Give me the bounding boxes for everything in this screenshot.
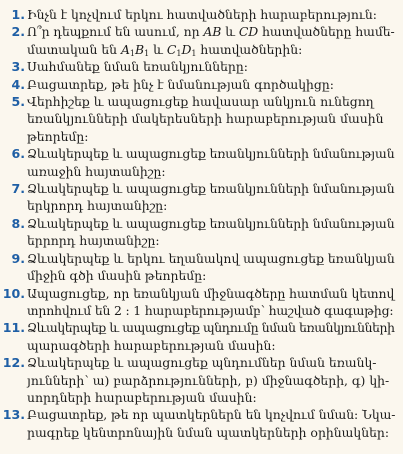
question-text: րագրեք կենտրոնային նման պատկերների օրինակներ: xyxy=(27,424,390,440)
question-text-line xyxy=(27,76,395,93)
question-text: Ձևակերպեք և ապացուցեք եռանկյունների նմանության xyxy=(27,215,395,231)
math-subscript: 1 xyxy=(176,48,182,58)
question-item xyxy=(2,285,395,320)
question-text: Ապացուցեք, որ եռանկյան միջնագծերը հատման կետով xyxy=(27,285,395,301)
question-text-line xyxy=(27,215,395,232)
question-text-line xyxy=(27,163,395,180)
question-text-line xyxy=(27,93,395,110)
question-text: առաջին հայտանիշը: xyxy=(27,163,166,179)
question-item xyxy=(5,180,395,215)
question-item xyxy=(5,215,395,250)
question-number: 6. xyxy=(11,146,25,162)
question-text-line xyxy=(27,406,395,423)
question-number: 1. xyxy=(11,7,25,22)
question-text-line xyxy=(27,302,395,319)
question-text-line xyxy=(27,389,395,406)
question-text-line xyxy=(27,232,395,249)
question-item xyxy=(5,58,395,75)
question-item xyxy=(5,76,395,93)
math-symbol: AB xyxy=(203,24,222,40)
question-item xyxy=(5,6,395,23)
math-symbol: C xyxy=(166,41,177,57)
math-subscript: 1 xyxy=(191,48,197,58)
question-text: երրորդ հայտանիշը: xyxy=(27,233,160,249)
question-number: 11. xyxy=(2,320,25,336)
question-text-line xyxy=(27,23,395,40)
question-text-line xyxy=(27,267,395,284)
question-item xyxy=(2,354,395,406)
question-text-line xyxy=(27,197,395,214)
question-text-line xyxy=(27,250,395,267)
question-item xyxy=(5,250,395,285)
question-number: 3. xyxy=(11,59,25,75)
question-number: 7. xyxy=(11,181,25,197)
question-text: յունների՝ ա) բարձրությունների, բ) միջնագծերի, գ) կի- xyxy=(27,372,390,388)
math-symbol: B xyxy=(135,41,145,57)
question-text: հատվածներին: xyxy=(196,41,303,57)
question-text-line xyxy=(27,6,395,23)
question-text: Ինչն է կոչվում երկու հատվածների հարաբերություն: xyxy=(27,7,377,22)
question-text-line xyxy=(27,337,395,354)
question-text-line xyxy=(27,319,395,336)
question-text-line xyxy=(27,424,395,441)
question-item xyxy=(5,23,395,58)
question-text: թեորեմը: xyxy=(27,128,89,144)
question-item xyxy=(2,319,395,354)
question-text: Ո՞ր դեպքում են ասում, որ xyxy=(27,24,204,40)
question-item xyxy=(5,145,395,180)
question-number: 13. xyxy=(2,407,25,423)
math-symbol: D xyxy=(181,41,192,57)
question-text-line xyxy=(27,372,395,389)
question-text-line xyxy=(27,180,395,197)
question-text-line xyxy=(27,128,395,145)
question-text: Բացատրեք, թե որ պատկերներն են կոչվում նման: Նկա- xyxy=(27,407,396,423)
math-symbol: A xyxy=(120,41,130,57)
question-text: երկրորդ հայտանիշը: xyxy=(27,198,168,214)
question-number: 12. xyxy=(2,355,25,371)
question-text-line xyxy=(27,145,395,162)
question-text: և xyxy=(149,41,167,57)
question-item xyxy=(5,93,395,145)
question-text: և xyxy=(221,24,239,40)
question-number: 2. xyxy=(11,24,25,40)
question-text: Վերհիշեք և ապացուցեք հավասար անկյուն ունեցող xyxy=(27,94,374,110)
question-number: 5. xyxy=(11,94,25,110)
question-text: Ձևակերպեք և ապացուցեք պնդումը նման եռանկյունների xyxy=(27,320,395,336)
question-item xyxy=(2,406,396,441)
question-text: Ձևակերպեք և ապացուցեք եռանկյունների նմանության xyxy=(27,146,395,162)
question-number: 4. xyxy=(11,76,25,92)
question-text: Ձևակերպեք և ապացուցեք պնդումներ նման եռանկ- xyxy=(27,355,377,371)
question-text: պարագծերի հարաբերության մասին: xyxy=(27,337,276,353)
question-text-line xyxy=(27,110,395,127)
question-text-line xyxy=(27,58,395,75)
question-text: տրոհվում են 2 : 1 հարաբերությամբ՝ հաշված գագաթից: xyxy=(27,302,394,318)
question-text: միջին գծի մասին թեորեմը: xyxy=(27,268,207,284)
question-text: մատական են xyxy=(27,41,121,57)
math-subscript: 1 xyxy=(144,48,150,58)
question-number: 9. xyxy=(11,250,25,266)
question-text: Բացատրեք, թե ինչ է նմանության գործակիցը: xyxy=(27,76,334,92)
question-number: 8. xyxy=(11,215,25,231)
question-text-line xyxy=(27,285,395,302)
question-text: Ձևակերպեք և ապացուցեք եռանկյունների նմանության xyxy=(27,181,395,197)
question-text: Սահմանեք նման եռանկյունները: xyxy=(27,59,248,75)
math-symbol: CD xyxy=(238,24,259,40)
question-text: եռանկյունների մակերեսների հարաբերության մասին xyxy=(27,111,384,127)
question-text: սորդների հարաբերության մասին: xyxy=(27,389,257,405)
math-subscript: 1 xyxy=(129,48,136,58)
question-text-line xyxy=(27,354,395,371)
question-text: հատվածները համե- xyxy=(258,24,395,40)
question-text-line xyxy=(27,41,395,58)
question-text: Ձևակերպեք և երկու եղանակով ապացուցեք եռանկյան xyxy=(27,250,395,266)
question-number: 10. xyxy=(2,285,25,301)
